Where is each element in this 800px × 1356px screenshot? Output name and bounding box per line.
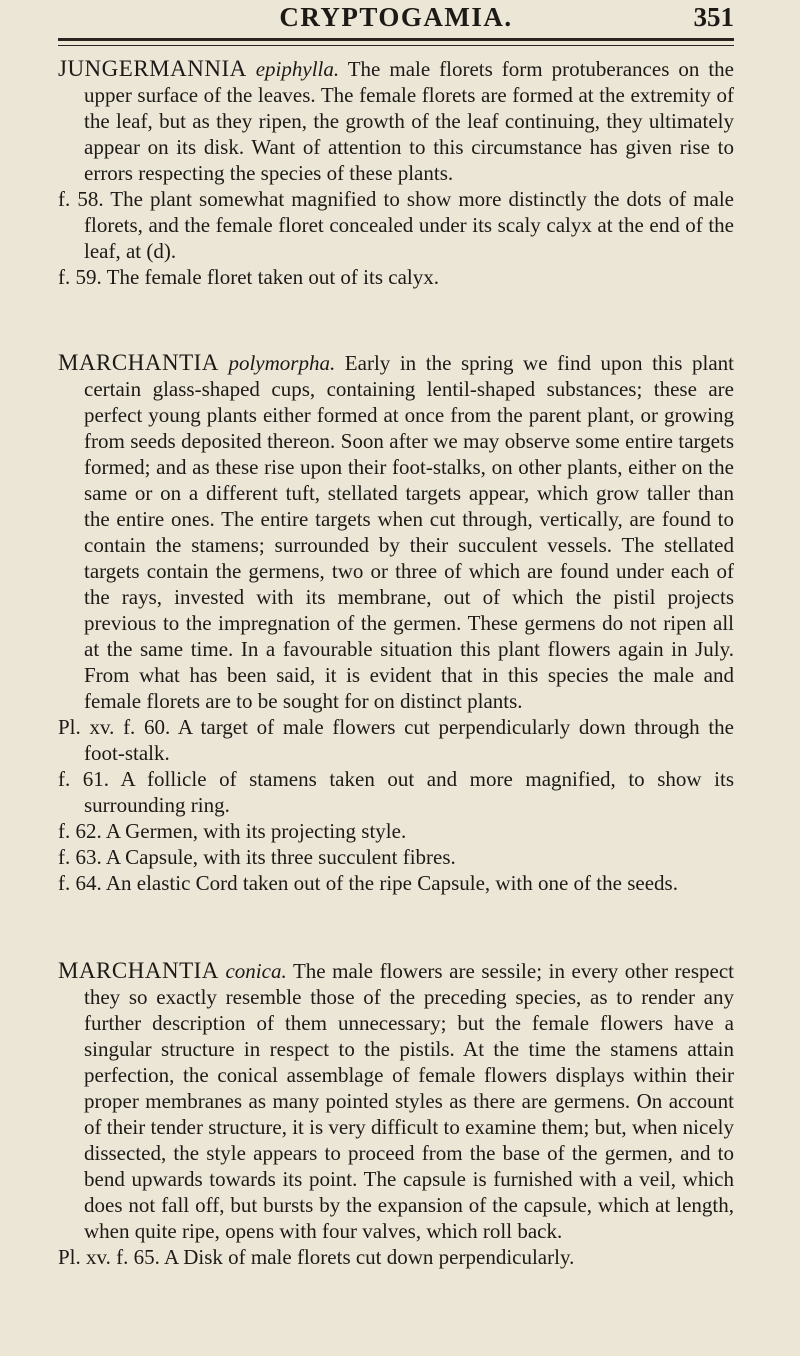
page-header [58, 0, 734, 38]
figure-caption: f. 61. A follicle of stamens taken out and more magnified, to show its surrounding ring. [58, 767, 734, 817]
species-name: epiphylla. [255, 57, 340, 81]
entry-marchantia-conica [58, 958, 734, 1270]
figure-caption: f. 59. The female floret taken out of its calyx. [58, 265, 439, 289]
entry-paragraph [58, 56, 734, 186]
species-name: conica. [225, 959, 287, 983]
entry-paragraph [58, 958, 734, 1244]
genus-name: JUNGERMANNIA [58, 56, 247, 81]
header-rule [58, 38, 734, 41]
entry-text: The male florets form protuberances on the upper surface of the leaves. The female florets are formed at the extremity of the leaf, but as they ripen, the growth of the leaf continuing, they ultimately appear on its disk. Want of attention to this circumstance has given rise to errors respecting the species of these plants. [84, 57, 734, 185]
header-rule-thin [58, 45, 734, 46]
entry-jungermannia-epiphylla [58, 56, 734, 290]
entry-text: Early in the spring we find upon this plant certain glass-shaped cups, containing lentil-shaped substances; these are perfect young plants either formed at once from the parent plant, or growing from seeds deposited thereon. Soon after we may observe some entire targets formed; and as these rise upon their foot-stalks, on other plants, either on the same or on a different tuft, stellated targets appear, which grow taller than the entire ones. The entire targets when cut through, vertically, are found to contain the stamens; surrounded by their succulent vessels. The stellated targets contain the germens, two or three of which are found under each of the rays, invested with its membrane, out of which the pistil projects previous to the impregnation of the germen. These germens do not ripen all at the same time. In a favourable situation this plant flowers again in July. From what has been said, it is evident that in this species the male and female florets are to be sought for on distinct plants. [84, 351, 734, 713]
genus-name: MARCHANTIA [58, 350, 219, 375]
figure-caption: f. 63. A Capsule, with its three succulent fibres. [58, 845, 456, 869]
figure-caption: f. 58. The plant somewhat magnified to show more distinctly the dots of male florets, and the female floret concealed under its scaly calyx at the end of the leaf, at (d). [58, 187, 734, 263]
species-name: polymorpha. [228, 351, 336, 375]
section-spacer [58, 290, 734, 350]
entry-text: The male flowers are sessile; in every other respect they so exactly resemble those of the preceding species, as to render any further description of them unnecessary; but the female flowers have a singular structure in respect to the pistils. At the time the stamens attain perfection, the conical assemblage of female flowers displays within their proper membranes as many pointed styles as there are germens. On account of their tender structure, it is very difficult to examine them; but, when nicely dissected, the style appears to proceed from the base of the germen, and to bend upwards towards its point. The capsule is furnished with a veil, which does not fall off, but bursts by the expansion of the capsule, which at length, when quite ripe, opens with four valves, which roll back. [84, 959, 734, 1243]
figure-caption: Pl. xv. f. 65. A Disk of male florets cut down perpendicularly. [58, 1245, 575, 1269]
entry-marchantia-polymorpha [58, 350, 734, 896]
entry-paragraph [58, 350, 734, 714]
page-number: 351 [693, 2, 734, 32]
figure-caption: f. 64. An elastic Cord taken out of the ripe Capsule, with one of the seeds. [58, 871, 678, 895]
genus-name: MARCHANTIA [58, 958, 219, 983]
figure-caption: f. 62. A Germen, with its projecting style. [58, 819, 407, 843]
figure-caption: Pl. xv. f. 60. A target of male flowers cut perpendicularly down through the foot-stalk. [58, 715, 734, 765]
section-spacer [58, 896, 734, 958]
running-title: CRYPTOGAMIA. [279, 2, 513, 32]
